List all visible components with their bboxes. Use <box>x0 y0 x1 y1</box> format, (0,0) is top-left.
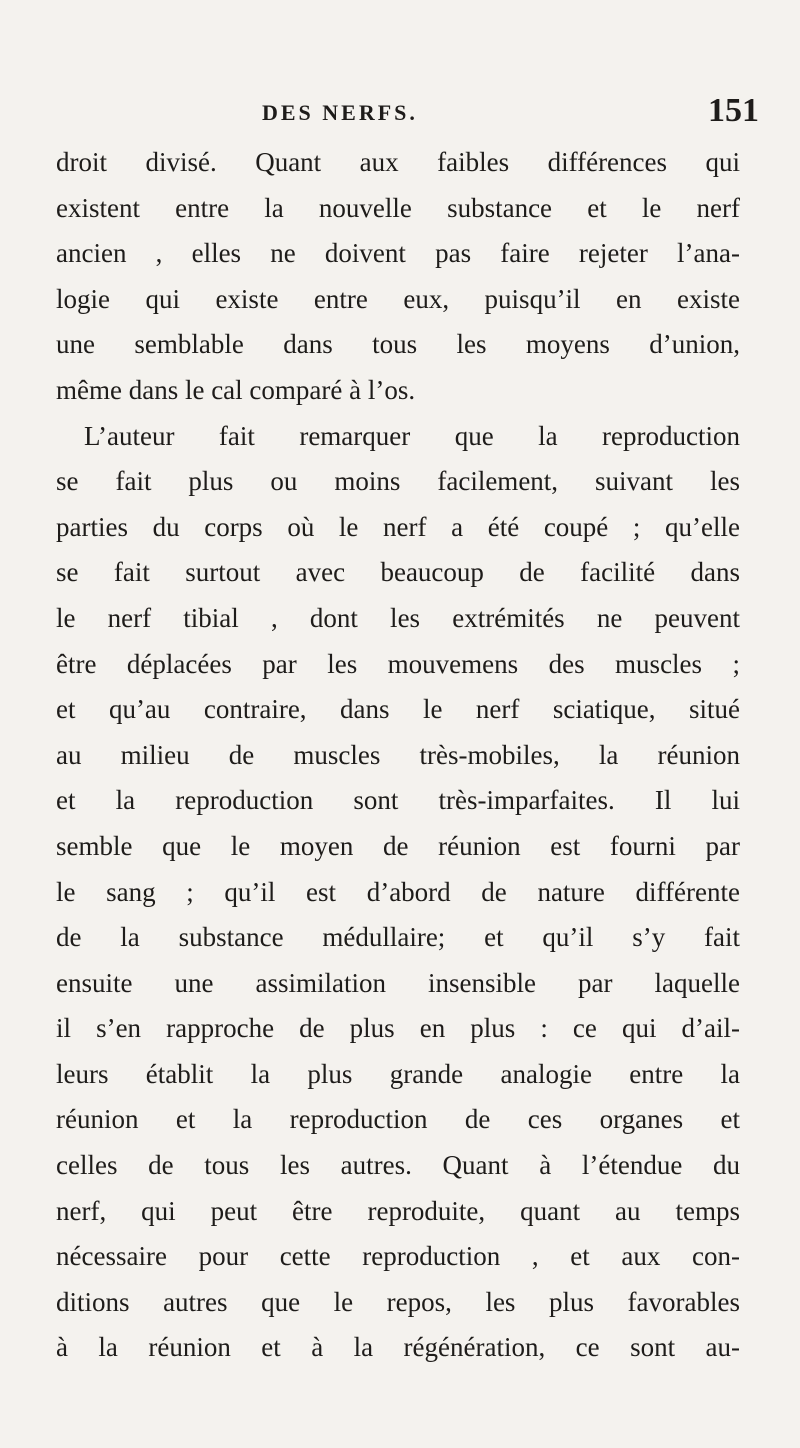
page-number: 151 <box>708 92 759 129</box>
text-line: droit divisé. Quant aux faibles différences qui <box>56 147 740 177</box>
text-line: parties du corps où le nerf a été coupé ; qu’elle <box>56 511 740 542</box>
text-line: celles de tous les autres. Quant à l’étendue du <box>56 1150 740 1181</box>
text-line: ditions autres que le repos, les plus favorables <box>56 1286 740 1317</box>
text-line: semble que le moyen de réunion est fourni par <box>56 830 740 861</box>
text-line: une semblable dans tous les moyens d’union, <box>56 329 740 360</box>
text-line: le sang ; qu’il est d’abord de nature différente <box>56 876 740 907</box>
text-line: réunion et la reproduction de ces organes et <box>56 1104 740 1135</box>
text-line: se fait plus ou moins facilement, suivant les <box>56 466 740 497</box>
text-line: L’auteur fait remarquer que la reproduction <box>84 420 740 451</box>
text-line: logie qui existe entre eux, puisqu’il en existe <box>56 283 740 314</box>
text-line: nerf, qui peut être reproduite, quant au temps <box>56 1195 740 1226</box>
text-line: de la substance médullaire; et qu’il s’y fait <box>56 922 740 953</box>
text-line: ensuite une assimilation insensible par laquelle <box>56 967 740 998</box>
running-head <box>0 92 800 132</box>
text-line: le nerf tibial , dont les extrémités ne peuvent <box>56 602 740 633</box>
text-line: à la réunion et à la régénération, ce sont au- <box>56 1332 740 1363</box>
text-line: et qu’au contraire, dans le nerf sciatique, situé <box>56 694 740 725</box>
body-text <box>56 140 740 1371</box>
text-line: au milieu de muscles très-mobiles, la réunion <box>56 739 740 770</box>
text-line: ancien , elles ne doivent pas faire rejeter l’ana- <box>56 238 740 269</box>
text-line: existent entre la nouvelle substance et le nerf <box>56 192 740 223</box>
text-line: être déplacées par les mouvemens des muscles ; <box>56 648 740 679</box>
text-line: se fait surtout avec beaucoup de facilité dans <box>56 557 740 588</box>
text-line: même dans le cal comparé à l’os. <box>56 374 416 405</box>
text-line: nécessaire pour cette reproduction , et aux con- <box>56 1241 740 1272</box>
text-line: leurs établit la plus grande analogie entre la <box>56 1058 740 1089</box>
running-title: DES NERFS. <box>262 100 418 125</box>
text-line: il s’en rapproche de plus en plus : ce qui d’ail- <box>56 1013 740 1044</box>
text-line: et la reproduction sont très-imparfaites. Il lui <box>56 785 740 816</box>
